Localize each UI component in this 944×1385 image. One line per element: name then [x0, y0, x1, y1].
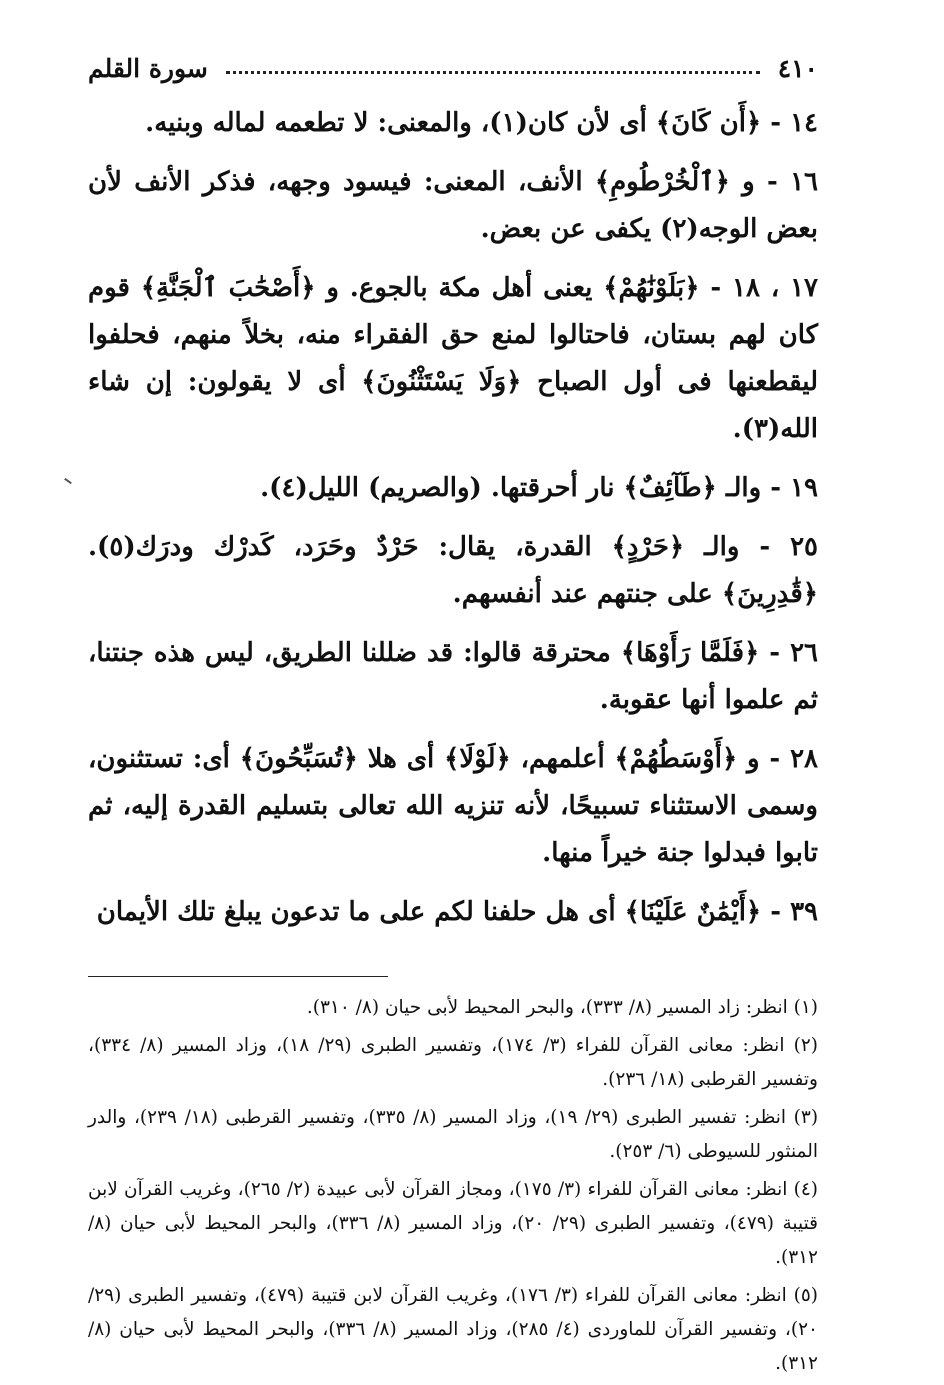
entry-text: ١٧ ، ١٨ - ﴿بَلَوْنَٰهُمْ﴾ يعنى أهل مكة بالجوع. و ﴿أَصْحَٰبَ ٱلْجَنَّةِ﴾ قوم كان لهم بستان، فاحتالوا لمنع حق الفقراء منه، بخلاً منهم، فحلفوا ليقطعنها فى أول الصباح ﴿وَلَا يَسْتَثْنُونَ﴾ أى لا يقولون: إن شاء الله(٣).: [88, 273, 819, 444]
entry-text: ٢٥ - والـ ﴿حَرْدٍ﴾ القدرة، يقال: حَرْدٌ وحَرَد، كَدرْك ودرَك(٥). ﴿قَٰدِرِينَ﴾ على جنتهم عند أنفسهم.: [88, 532, 818, 609]
page-number: ٤١٠: [777, 53, 818, 83]
running-header: [88, 50, 818, 86]
commentary-entry: [88, 159, 818, 253]
footnote-divider: [88, 976, 388, 977]
footnote: (٥) انظر: معانى القرآن للفراء (٣/ ١٧٦)، وغريب القرآن لابن قتيبة (٤٧٩)، وتفسير الطبرى (٢٩/ ٢٠)، وتفسير القرآن للماوردى (٤/ ٢٨٥)، وزاد المسير (٨/ ٣٣٦)، والبحر المحيط لأبى حيان (٨/ ٣١٢).: [88, 1285, 818, 1374]
entry-text: ٢٦ - ﴿فَلَمَّا رَأَوْهَا﴾ محترقة قالوا: قد ضللنا الطريق، ليس هذه جنتنا، ثم علموا أنها عقوبة.: [88, 638, 818, 715]
footnote: (٣) انظر: تفسير الطبرى (٢٩/ ١٩)، وزاد المسير (٨/ ٣٣٥)، وتفسير القرطبى (١٨/ ٢٣٩)، والدر المنثور للسيوطى (٦/ ٢٥٣).: [88, 1107, 819, 1162]
commentary-entry: [88, 736, 818, 877]
commentary-entry: [88, 889, 818, 936]
commentary-entry: [88, 265, 818, 453]
footnote: (٤) انظر: معانى القرآن للفراء (٣/ ١٧٥)، ومجاز القرآن لأبى عبيدة (٢/ ٢٦٥)، وغريب القرآن لابن قتيبة (٤٧٩)، وتفسير الطبرى (٢٩/ ٢٠)، وزاد المسير (٨/ ٣٣٦)، والبحر المحيط لأبى حيان (٨/ ٣١٢).: [88, 1179, 818, 1268]
page: [88, 50, 818, 1385]
scan-mark: [64, 478, 72, 484]
commentary-entry: [88, 465, 818, 512]
surah-title: سورة القلم: [88, 53, 208, 83]
commentary-entry: [88, 100, 818, 147]
header-leader-dots: [226, 71, 760, 74]
commentary-entry: [88, 524, 818, 618]
footnote: (٢) انظر: معانى القرآن للفراء (٣/ ١٧٤)، وتفسير الطبرى (٢٩/ ١٨)، وزاد المسير (٨/ ٣٣٤)، وتفسير القرطبى (١٨/ ٢٣٦).: [88, 1035, 818, 1090]
commentary-body: [88, 100, 818, 936]
entry-text: ١٦ - و ﴿ٱلْخُرْطُومِ﴾ الأنف، المعنى: فيسود وجهه، فذكر الأنف لأن بعض الوجه(٢) يكفى عن بعض.: [88, 167, 818, 244]
entry-text: ١٩ - والـ ﴿طَآئِفٌ﴾ نار أحرقتها. (والصريم) الليل(٤).: [260, 473, 818, 503]
footnotes: [88, 991, 818, 1381]
entry-text: ٣٩ - ﴿أَيْمَٰنٌ عَلَيْنَا﴾ أى هل حلفنا لكم على ما تدعون يبلغ تلك الأيمان: [96, 897, 818, 927]
entry-text: ١٤ - ﴿أَن كَانَ﴾ أى لأن كان(١)، والمعنى: لا تطعمه لماله وبنيه.: [145, 108, 818, 138]
entry-text: ٢٨ - و ﴿أَوْسَطُهُمْ﴾ أعلمهم، ﴿لَوْلَا﴾ أى هلا ﴿تُسَبِّحُونَ﴾ أى: تستثنون، وسمى الاستثناء تسبيحًا، لأنه تنزيه الله تعالى بتسليم القدرة إليه، ثم تابوا فبدلوا جنة خيراً منها.: [88, 744, 818, 868]
footnote: (١) انظر: زاد المسير (٨/ ٣٣٣)، والبحر المحيط لأبى حيان (٨/ ٣١٠).: [306, 997, 818, 1018]
commentary-entry: [88, 630, 818, 724]
